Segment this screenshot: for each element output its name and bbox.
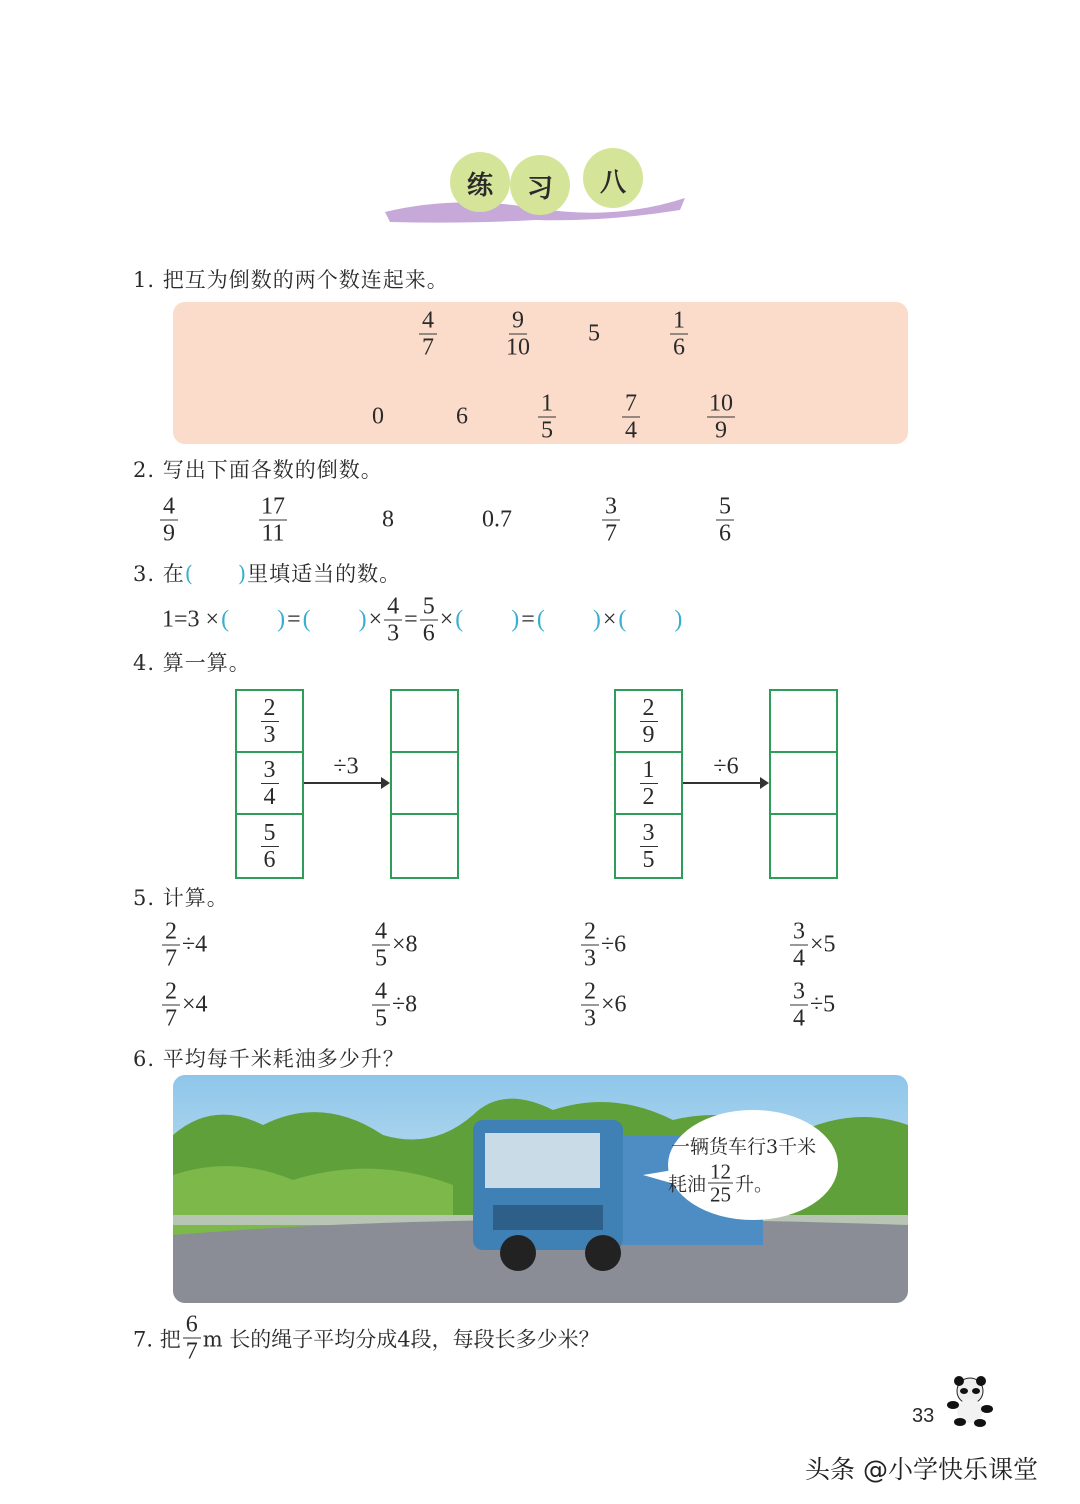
watermark: 头条 @小学快乐课堂 [805,1455,1038,1484]
numerator: 5 [261,820,279,847]
answer-cell[interactable] [392,815,457,877]
numerator: 1 [670,308,688,335]
q7-text: m 长的绳子平均分成4段，每段长多少米？ [202,1327,600,1351]
fraction [640,757,658,810]
number: 0.7 [482,506,512,533]
blank-open[interactable]: ( [618,606,627,633]
blank-close: ) [277,606,286,633]
fraction [261,757,279,810]
numerator: 4 [419,308,437,335]
answer-column [390,689,459,879]
numerator: 12 [710,1159,732,1184]
equation [162,594,682,647]
q3-text: 3. 在 [133,562,185,586]
fraction [261,820,279,873]
calc-item [372,979,417,1032]
title-banner [375,140,695,235]
answer-column [769,689,838,879]
question-1: 1. 把互为倒数的两个数连起来。 [133,268,449,292]
input-cell [616,691,681,753]
denominator: 9 [642,721,655,748]
times: × [439,606,454,633]
input-cell [237,691,302,753]
numerator: 1 [538,391,556,418]
numerator: 2 [261,695,279,722]
answer-cell[interactable] [392,753,457,815]
denominator: 5 [375,945,387,972]
numerator: 2 [581,919,599,946]
input-column [614,689,683,879]
blank-close: ) [358,606,367,633]
operation: ÷5 [810,991,836,1018]
numerator: 2 [162,979,180,1006]
fraction [183,1312,201,1365]
fraction[interactable] [538,391,556,444]
number[interactable]: 5 [588,320,600,347]
calc-item [581,919,626,972]
fraction [790,979,808,1032]
operation: ×6 [601,991,627,1018]
calc-item [162,919,207,972]
fraction [640,820,658,873]
fraction [259,494,287,547]
calc-item [581,979,627,1032]
denominator: 5 [541,417,553,444]
denominator: 10 [506,334,530,361]
denominator: 7 [165,1005,177,1032]
question-7 [133,1312,600,1365]
fraction[interactable] [419,308,437,361]
fraction[interactable] [707,391,735,444]
input-cell [237,753,302,815]
blank-open[interactable]: ( [221,606,230,633]
page-number: 33 [912,1405,935,1427]
numerator: 2 [581,979,599,1006]
denominator: 7 [422,334,434,361]
input-cell [616,815,681,877]
operation: ÷4 [182,931,208,958]
title-char: 八 [600,168,627,198]
fraction [640,695,658,748]
answer-cell[interactable] [392,691,457,753]
blank-open[interactable]: ( [302,606,311,633]
numerator: 3 [261,757,279,784]
denominator: 4 [625,417,637,444]
denominator: 3 [263,721,276,748]
denominator: 7 [605,520,617,547]
bubble-text: 升。 [735,1174,774,1196]
numerator: 3 [790,979,808,1006]
operation: ×5 [810,931,836,958]
denominator: 4 [793,1005,805,1032]
blank-close: ) [674,606,683,633]
denominator: 3 [387,620,400,647]
question-2: 2. 写出下面各数的倒数。 [133,458,383,482]
question-6: 6. 平均每千米耗油多少升？ [133,1047,405,1071]
q3-text: 里填适当的数。 [247,562,402,586]
input-cell [237,815,302,877]
number[interactable]: 6 [456,403,468,430]
denominator: 3 [584,1005,596,1032]
blank-close: ) [511,606,520,633]
question-5: 5. 计算。 [133,886,229,910]
fraction [581,979,599,1032]
fraction [261,695,279,748]
question-3 [133,558,401,588]
blank-open[interactable]: ( [455,606,464,633]
numerator: 6 [183,1312,201,1339]
bubble-line1: 一辆货车行3千米 [671,1136,817,1158]
fraction [162,979,180,1032]
times: × [602,606,617,633]
numerator: 7 [622,391,640,418]
number: 8 [382,506,394,533]
numerator: 3 [602,494,620,521]
calc-item [372,919,418,972]
denominator: 6 [719,520,731,547]
numerator: 4 [372,979,390,1006]
numerator: 4 [384,594,402,621]
denominator: 4 [263,783,276,810]
denominator: 2 [642,783,655,810]
answer-cell[interactable] [771,753,836,815]
denominator: 11 [261,520,285,547]
question-4: 4. 算一算。 [133,651,251,675]
fraction [602,494,620,547]
answer-cell[interactable] [771,815,836,877]
fraction [384,594,402,647]
panda-icon [945,1375,995,1427]
denominator: 5 [642,846,655,873]
arrow-icon [304,782,388,784]
denominator: 6 [422,620,435,647]
numerator: 10 [709,390,733,417]
q7-text: 7. 把 [133,1327,181,1351]
numerator: 4 [372,919,390,946]
fraction [581,919,599,972]
calc-item [790,919,836,972]
truck-scene [173,1075,908,1303]
operation-label: ÷6 [713,753,739,780]
numerator: 17 [261,493,285,520]
numerator: 5 [420,594,438,621]
answer-cell[interactable] [771,691,836,753]
calc-item [162,979,208,1032]
title-char: 练 [467,171,494,201]
operation: ×4 [182,991,208,1018]
bubble-text: 耗油 [668,1174,707,1196]
bubble-line2 [668,1161,773,1206]
arrow-icon [683,782,767,784]
fraction[interactable] [670,308,688,361]
fraction [790,919,808,972]
fraction [372,919,390,972]
input-column [235,689,304,879]
denominator: 3 [584,945,596,972]
blank-close: ) [592,606,601,633]
numerator: 2 [640,695,658,722]
numerator: 3 [640,820,658,847]
equals: = [404,606,418,633]
numerator: 3 [790,919,808,946]
denominator: 9 [715,417,727,444]
denominator: 7 [165,945,177,972]
fraction[interactable] [622,391,640,444]
equals: = [521,606,535,633]
fraction [372,979,390,1032]
denominator: 4 [793,945,805,972]
number[interactable]: 0 [372,403,384,430]
eq-text: 1=3 × [162,606,220,633]
denominator: 25 [710,1182,732,1207]
fraction [420,594,438,647]
denominator: 5 [375,1005,387,1032]
operation: ÷8 [392,991,418,1018]
fraction [162,919,180,972]
denominator: 9 [163,520,175,547]
blank-open[interactable]: ( [536,606,545,633]
calc-item [790,979,835,1032]
numerator: 2 [162,919,180,946]
times: × [368,606,383,633]
fraction [708,1161,733,1206]
operation: ÷6 [601,931,627,958]
truck-illustration [173,1075,908,1303]
blank-paren: ( ) [184,562,248,586]
fraction [160,494,178,547]
fraction[interactable] [506,308,530,361]
denominator: 6 [673,334,685,361]
operation-label: ÷3 [333,753,359,780]
denominator: 7 [185,1338,198,1365]
numerator: 5 [716,494,734,521]
input-cell [616,753,681,815]
numerator: 9 [509,308,527,335]
denominator: 6 [263,846,276,873]
equals: = [287,606,301,633]
numerator: 4 [160,494,178,521]
title-char: 习 [527,174,554,204]
fraction [716,494,734,547]
operation: ×8 [392,931,418,958]
numerator: 1 [640,757,658,784]
